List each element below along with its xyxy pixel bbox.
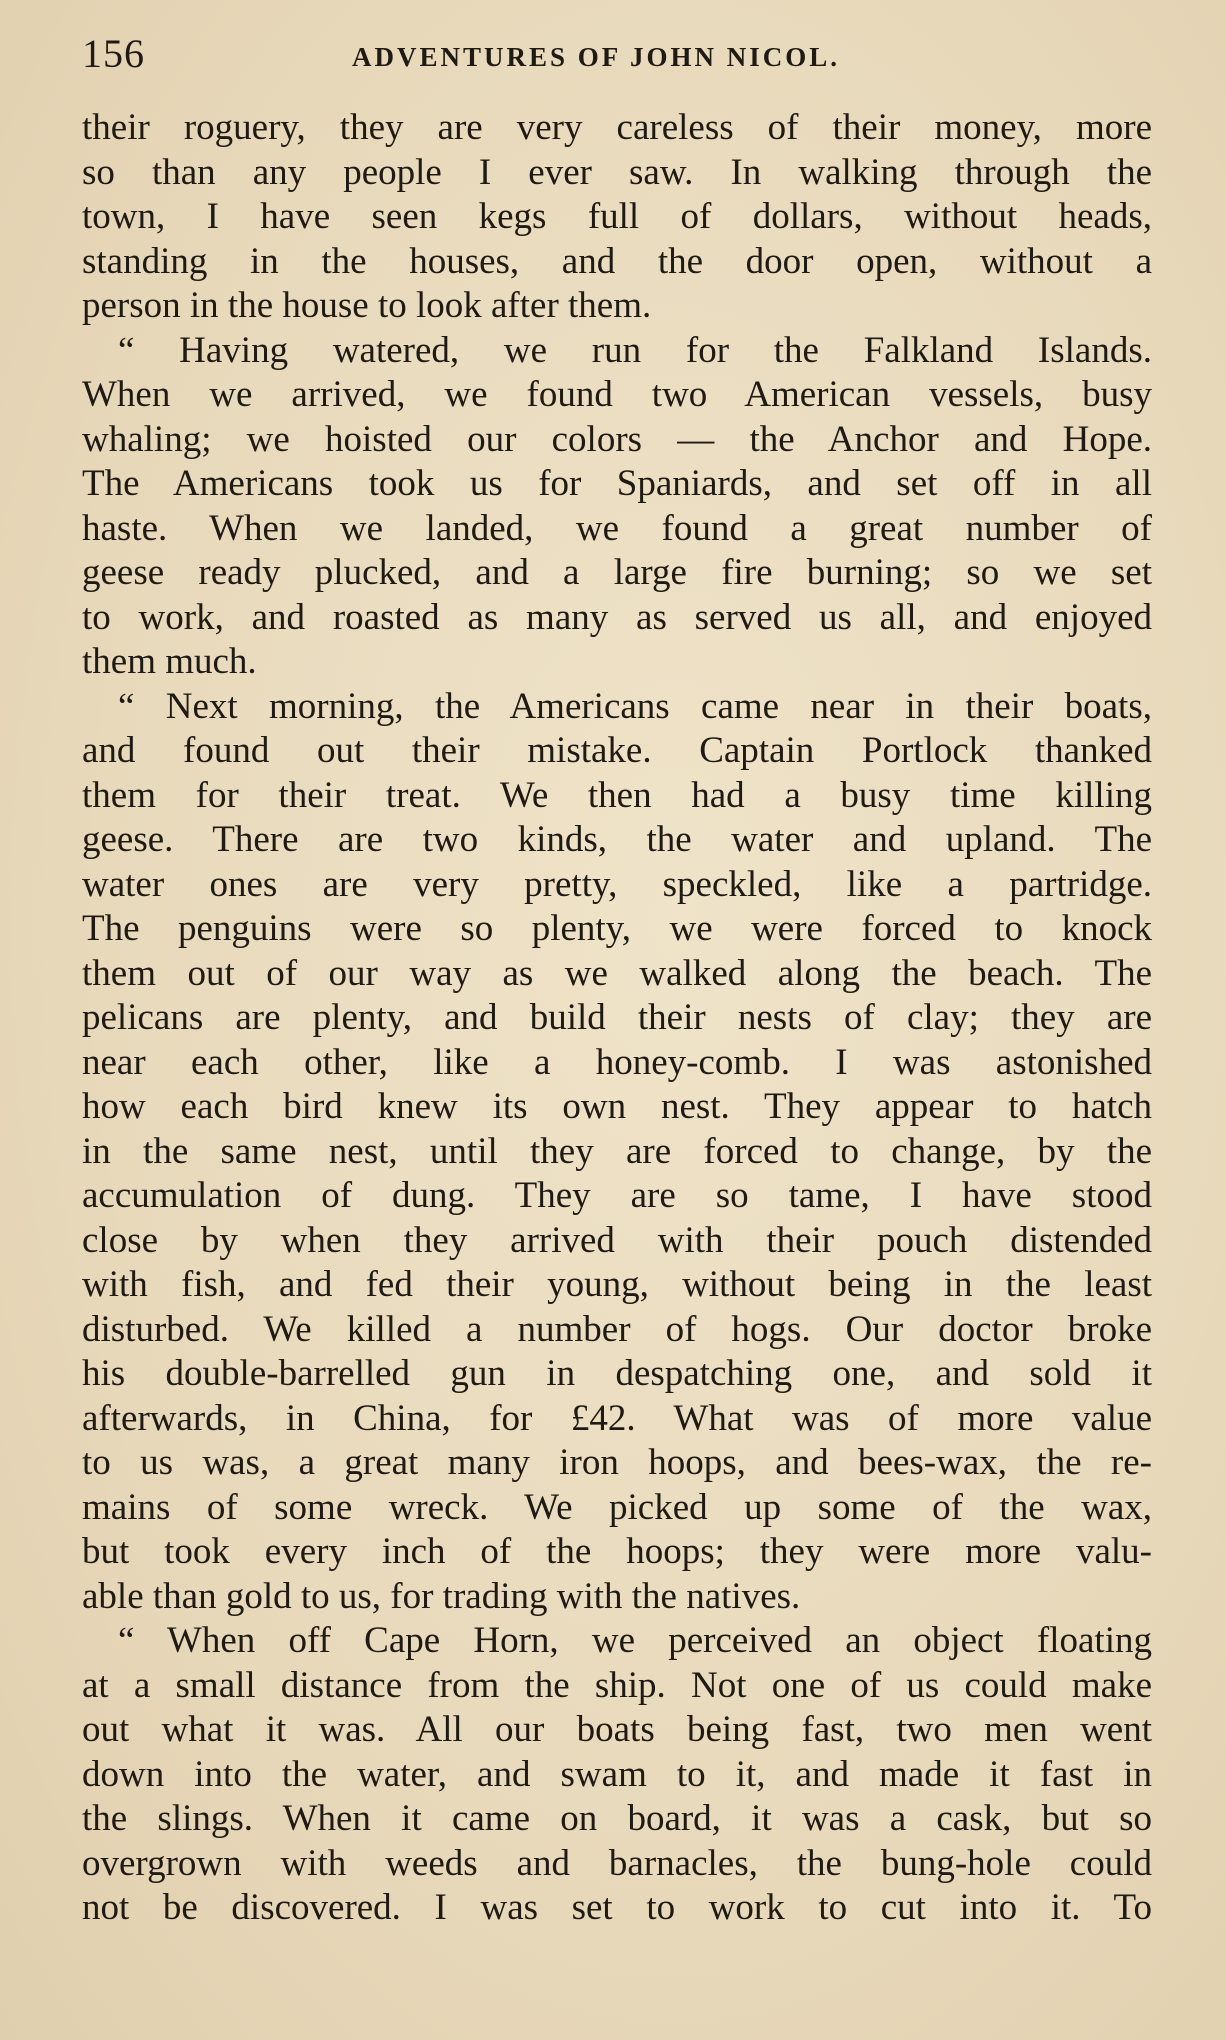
page-number: 156: [82, 31, 145, 76]
text-line: mains of some wreck. We picked up some of the wax,: [82, 1486, 1152, 1528]
paragraph: [82, 106, 1152, 329]
text-line: “ Next morning, the Americans came near in their boats,: [118, 685, 1152, 727]
text-line: whaling; we hoisted our colors — the Anchor and Hope.: [82, 418, 1152, 460]
text-line: person in the house to look after them.: [82, 285, 652, 326]
text-line: haste. When we landed, we found a great number of: [82, 507, 1152, 549]
text-line: disturbed. We killed a number of hogs. Our doctor broke: [82, 1308, 1152, 1350]
text-line: out what it was. All our boats being fast, two men went: [82, 1709, 1152, 1750]
text-line: in the same nest, until they are forced to change, by the: [82, 1130, 1152, 1172]
text-line: their roguery, they are very careless of their money, more: [82, 107, 1152, 148]
text-line: down into the water, and swam to it, and made it fast in: [82, 1753, 1152, 1795]
text-line: close by when they arrived with their pouch distended: [82, 1219, 1152, 1261]
text-line: overgrown with weeds and barnacles, the bung-hole could: [82, 1842, 1152, 1884]
text-line: not be discovered. I was set to work to cut into it. To: [82, 1887, 1152, 1928]
text-line: to us was, a great many iron hoops, and bees-wax, the re-: [82, 1442, 1152, 1483]
text-line: the slings. When it came on board, it was a cask, but so: [82, 1798, 1152, 1839]
text-line: The penguins were so plenty, we were forced to knock: [82, 908, 1152, 949]
text-line: but took every inch of the hoops; they were more valu-: [82, 1531, 1152, 1572]
text-line: them out of our way as we walked along the beach. The: [82, 952, 1152, 994]
paragraph: [82, 1619, 1152, 1931]
text-line: able than gold to us, for trading with the natives.: [82, 1575, 801, 1617]
text-line: so than any people I ever saw. In walking through the: [82, 151, 1152, 193]
text-line: The Americans took us for Spaniards, and set off in all: [82, 463, 1152, 504]
text-line: When we arrived, we found two American vessels, busy: [82, 374, 1152, 415]
text-line: with fish, and fed their young, without being in the least: [82, 1264, 1152, 1305]
text-line: how each bird knew its own nest. They appear to hatch: [82, 1086, 1152, 1127]
text-line: water ones are very pretty, speckled, like a partridge.: [82, 863, 1152, 905]
text-line: them much.: [82, 641, 257, 682]
paragraph: [82, 329, 1152, 685]
text-line: and found out their mistake. Captain Portlock thanked: [82, 730, 1152, 771]
text-line: at a small distance from the ship. Not one of us could make: [82, 1664, 1152, 1706]
text-line: afterwards, in China, for £42. What was of more value: [82, 1397, 1152, 1439]
running-head: ADVENTURES OF JOHN NICOL.: [352, 42, 841, 72]
text-line: his double-barrelled gun in despatching one, and sold it: [82, 1353, 1152, 1394]
paragraph: [82, 685, 1152, 1620]
text-line: to work, and roasted as many as served us all, and enjoyed: [82, 596, 1152, 638]
text-line: them for their treat. We then had a busy time killing: [82, 774, 1152, 816]
text-line: geese. There are two kinds, the water and upland. The: [82, 819, 1152, 860]
text-line: pelicans are plenty, and build their nests of clay; they are: [82, 997, 1152, 1038]
body-text: [82, 106, 1152, 1931]
text-line: town, I have seen kegs full of dollars, without heads,: [82, 196, 1152, 237]
text-line: near each other, like a honey-comb. I was astonished: [82, 1041, 1152, 1083]
text-line: accumulation of dung. They are so tame, I have stood: [82, 1175, 1152, 1216]
text-line: standing in the houses, and the door open, without a: [82, 240, 1152, 282]
text-line: “ When off Cape Horn, we perceived an object floating: [118, 1620, 1152, 1661]
page-header: [82, 24, 1152, 84]
text-line: geese ready plucked, and a large fire burning; so we set: [82, 552, 1152, 593]
text-line: “ Having watered, we run for the Falkland Islands.: [118, 329, 1152, 371]
